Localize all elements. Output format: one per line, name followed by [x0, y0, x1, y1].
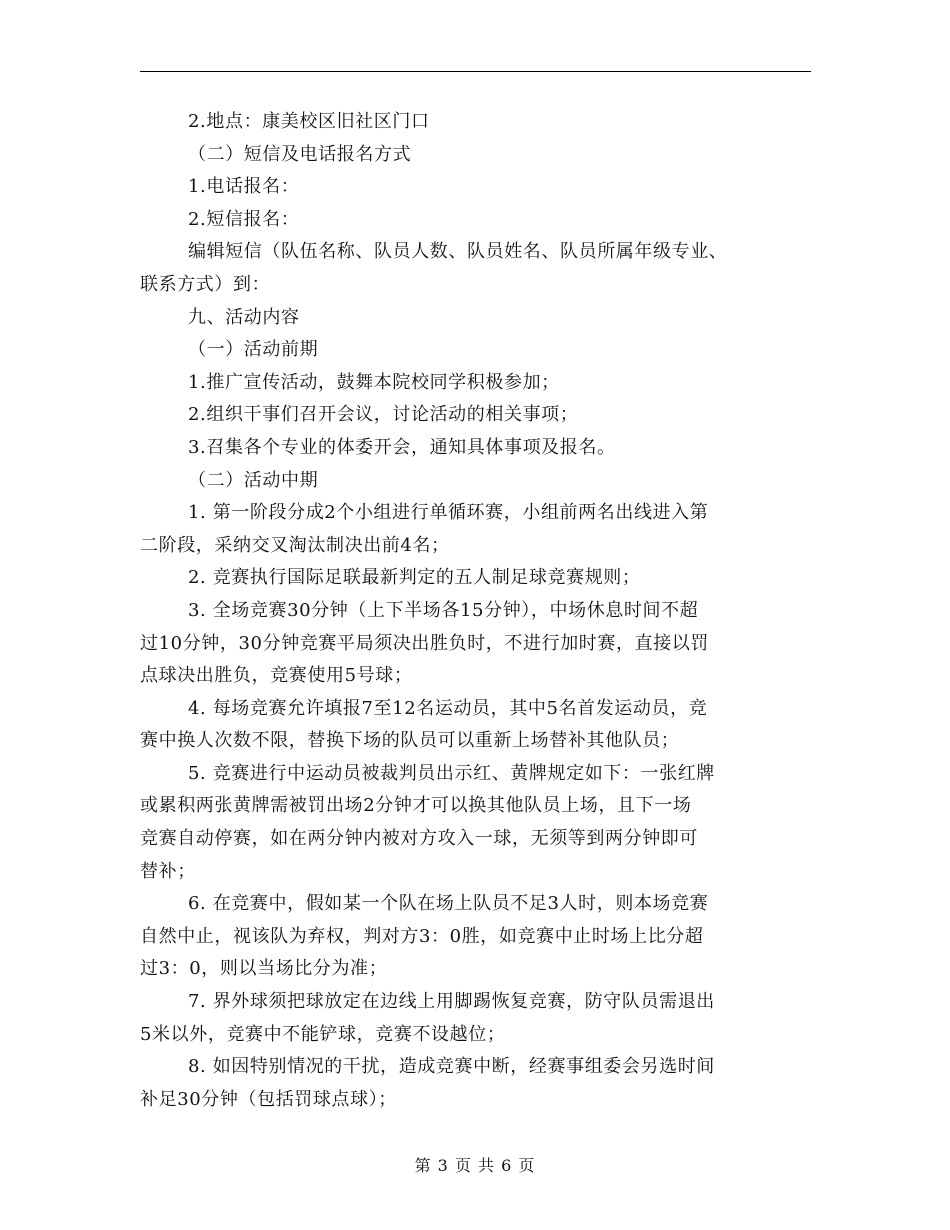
text-line: 1.电话报名：	[188, 176, 300, 198]
section-heading: （二）短信及电话报名方式	[188, 143, 412, 165]
text-line: 二阶段，采纳交叉淘汰制决出前4名；	[140, 534, 450, 556]
text-line: 5米以外，竞赛中不能铲球，竞赛不设越位；	[140, 1023, 506, 1045]
text-line: 8. 如因特别情况的干扰，造成竞赛中断，经赛事组委会另选时间	[188, 1056, 715, 1078]
text-line: 1.推广宣传活动，鼓舞本院校同学积极参加；	[188, 371, 560, 393]
text-line: 过3：0，则以当场比分为准；	[140, 958, 388, 980]
text-line: 2.地点：康美校区旧社区门口	[188, 111, 430, 132]
text-line: 编辑短信（队伍名称、队员人数、队员姓名、队员所属年级专业、	[188, 241, 728, 263]
text-line: 竞赛自动停赛，如在两分钟内被对方攻入一球，无须等到两分钟即可	[140, 828, 698, 850]
text-line: 2.短信报名：	[188, 208, 300, 230]
text-line: 4. 每场竞赛允许填报7至12名运动员，其中5名首发运动员，竞	[188, 697, 708, 719]
text-line: 或累积两张黄牌需被罚出场2分钟才可以换其他队员上场，且下一场	[140, 795, 692, 817]
page-number-footer: 第 3 页 共 6 页	[414, 1156, 536, 1175]
section-heading: （二）活动中期	[188, 469, 319, 491]
text-line: 2. 竞赛执行国际足联最新判定的五人制足球竞赛规则；	[188, 567, 641, 589]
text-line: 7. 界外球须把球放定在边线上用脚踢恢复竞赛，防守队员需退出	[188, 991, 715, 1013]
text-line: 3.召集各个专业的体委开会，通知具体事项及报名。	[188, 436, 616, 458]
document-body	[140, 106, 811, 1116]
text-line: 过10分钟，30分钟竞赛平局须决出胜负时，不进行加时赛，直接以罚	[140, 632, 710, 654]
text-line: 2.组织干事们召开会议，讨论活动的相关事项；	[188, 404, 579, 426]
text-line: 替补；	[140, 860, 196, 882]
text-line: 5. 竞赛进行中运动员被裁判员出示红、黄牌规定如下：一张红牌	[188, 762, 715, 784]
text-line: 6. 在竞赛中，假如某一个队在场上队员不足3人时，则本场竞赛	[188, 893, 709, 915]
text-line: 赛中换人次数不限，替换下场的队员可以重新上场替补其他队员；	[140, 730, 680, 752]
text-line: 补足30分钟（包括罚球点球）；	[140, 1088, 397, 1110]
header-rule	[140, 71, 811, 72]
text-line: 点球决出胜负，竞赛使用5号球；	[140, 665, 413, 687]
section-heading: 九、活动内容	[188, 306, 300, 328]
text-line: 3. 全场竞赛30分钟（上下半场各15分钟），中场休息时间不超	[188, 599, 699, 621]
text-line: 联系方式）到：	[140, 273, 271, 295]
text-line: 自然中止，视该队为弃权，判对方3：0胜，如竞赛中止时场上比分超	[140, 925, 704, 947]
text-line: 1. 第一阶段分成2个小组进行单循环赛，小组前两名出线进入第	[188, 502, 709, 524]
section-heading: （一）活动前期	[188, 339, 319, 361]
